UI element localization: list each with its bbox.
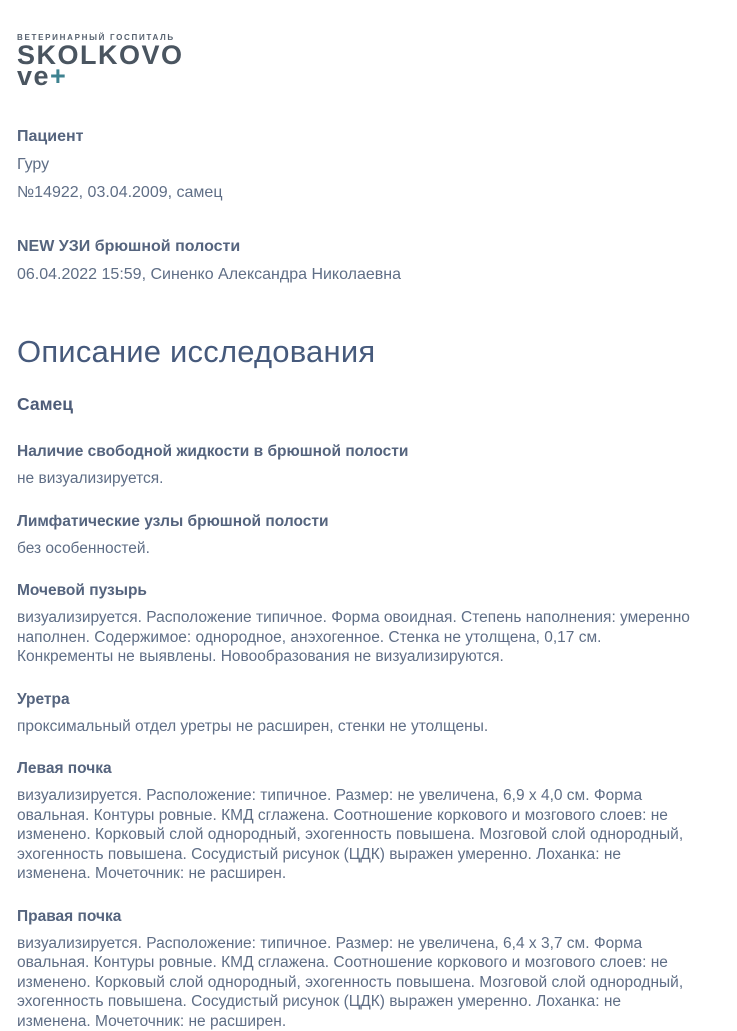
section-urethra [17,690,715,737]
logo-plus-icon: + [50,61,68,92]
logo-tagline: ВЕТЕРИНАРНЫЙ ГОСПИТАЛЬ [17,33,175,42]
section-body: визуализируется. Расположение типичное. Форма овоидная. Степень наполнения: умеренно наполнен. Содержимое: однородное, анэхогенное. Стенка не утолщена, 0,17 см. Конкременты не выявлены. Новообразования не визуализируются. [17,609,690,666]
section-body: визуализируется. Расположение: типичное. Размер: не увеличена, 6,4 x 3,7 см. Форма овальная. Контуры ровные. КМД сглажена. Соотношение коркового и мозгового слоев: не изменено. Корковый слой однородный, эхогенность повышена. Мозговой слой однородный, эхогенность повышена. Сосудистый рисунок (ЦДК) выражен умеренно. Лоханка: не изменена. Мочеточник: не расширен. [17,934,684,1030]
section-body: проксимальный отдел уретры не расширен, стенки не утолщены. [17,717,489,735]
section-title: Левая почка [17,760,112,778]
logo-brand-vet: ve [17,61,51,92]
section-body: не визуализируется. [17,470,164,488]
clinic-logo [17,33,715,92]
section-left-kidney [17,759,715,884]
section-body: без особенностей. [17,539,150,557]
section-title: Лимфатические узлы брюшной полости [17,512,329,530]
report-subject: Самец [17,394,74,415]
study-title: NEW УЗИ брюшной полости [17,238,241,256]
section-lymph-nodes [17,512,715,559]
patient-label: Пациент [17,128,84,146]
patient-block [17,127,715,202]
section-free-fluid [17,442,715,489]
study-block [17,238,715,284]
section-title: Уретра [17,690,70,708]
section-title: Наличие свободной жидкости в брюшной полости [17,443,409,461]
logo-brand-line1: SKOLKOVO [17,40,184,70]
patient-details: №14922, 03.04.2009, самец [17,184,223,202]
section-title: Мочевой пузырь [17,582,147,600]
report-sections [17,442,715,1031]
page-title: Описание исследования [17,334,376,370]
section-body: визуализируется. Расположение: типичное. Размер: не увеличена, 6,9 x 4,0 см. Форма овальная. Контуры ровные. КМД сглажена. Соотношение коркового и мозгового слоев: не изменено. Корковый слой однородный, эхогенность повышена. Мозговой слой однородный, эхогенность повышена. Сосудистый рисунок (ЦДК) выражен умеренно. Лоханка: не изменена. Мочеточник: не расширен. [17,787,684,883]
section-right-kidney [17,907,715,1031]
study-datetime-doctor: 06.04.2022 15:59, Синенко Александра Николаевна [17,266,402,284]
section-bladder [17,581,715,667]
section-title: Правая почка [17,907,122,925]
patient-name: Гуру [17,156,50,174]
